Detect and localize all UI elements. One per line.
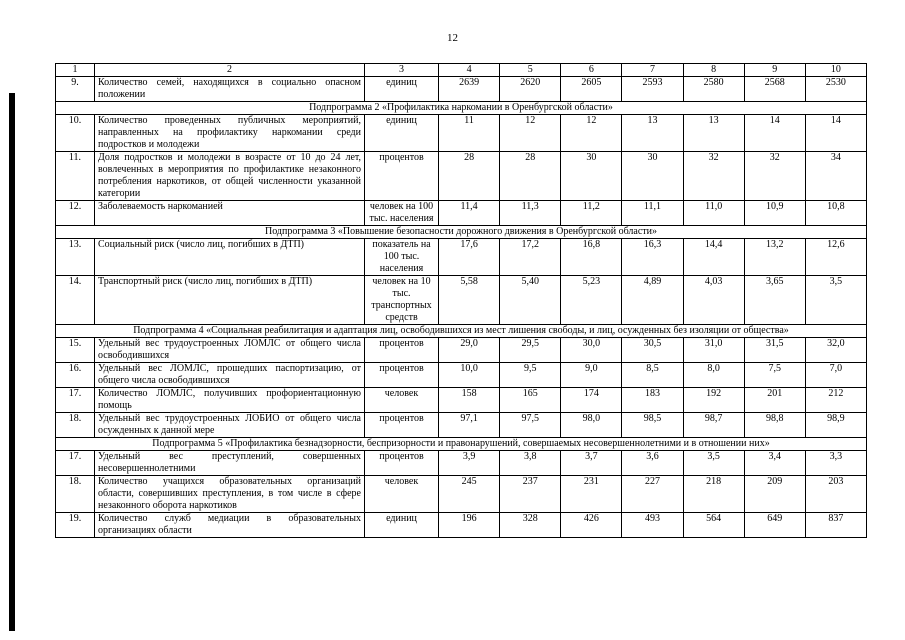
header-cell: 8 xyxy=(683,64,744,77)
value-cell: 3,65 xyxy=(744,276,805,325)
indicator-name: Транспортный риск (число лиц, погибших в ДТП) xyxy=(95,276,365,325)
value-cell: 2639 xyxy=(439,77,500,102)
unit-cell: процентов xyxy=(365,363,439,388)
header-cell: 7 xyxy=(622,64,683,77)
value-cell: 212 xyxy=(805,388,866,413)
header-cell: 6 xyxy=(561,64,622,77)
value-cell: 3,5 xyxy=(805,276,866,325)
indicator-name: Количество проведенных публичных мероприятий, направленных на профилактику наркомании среди подростков и молодежи xyxy=(95,115,365,152)
value-cell: 174 xyxy=(561,388,622,413)
header-cell: 1 xyxy=(56,64,95,77)
value-cell: 3,8 xyxy=(500,451,561,476)
table-row xyxy=(56,451,867,476)
table-row xyxy=(56,239,867,276)
value-cell: 3,6 xyxy=(622,451,683,476)
subprogram-title: Подпрограмма 4 «Социальная реабилитация и адаптация лиц, освободившихся из мест лишения свободы, и лиц, осужденных без изоляции от общества» xyxy=(56,325,867,338)
value-cell: 17,6 xyxy=(439,239,500,276)
value-cell: 9,0 xyxy=(561,363,622,388)
value-cell: 7,0 xyxy=(805,363,866,388)
subprogram-header-row xyxy=(56,102,867,115)
indicator-name: Социальный риск (число лиц, погибших в ДТП) xyxy=(95,239,365,276)
row-number: 19. xyxy=(56,513,95,538)
value-cell: 11 xyxy=(439,115,500,152)
value-cell: 98,0 xyxy=(561,413,622,438)
indicator-name: Удельный вес трудоустроенных ЛОМЛС от общего числа освободившихся xyxy=(95,338,365,363)
value-cell: 192 xyxy=(683,388,744,413)
value-cell: 2580 xyxy=(683,77,744,102)
value-cell: 328 xyxy=(500,513,561,538)
value-cell: 31,5 xyxy=(744,338,805,363)
value-cell: 11,2 xyxy=(561,201,622,226)
value-cell: 5,23 xyxy=(561,276,622,325)
row-number: 15. xyxy=(56,338,95,363)
value-cell: 10,9 xyxy=(744,201,805,226)
value-cell: 11,0 xyxy=(683,201,744,226)
value-cell: 183 xyxy=(622,388,683,413)
value-cell: 16,3 xyxy=(622,239,683,276)
value-cell: 196 xyxy=(439,513,500,538)
value-cell: 11,4 xyxy=(439,201,500,226)
value-cell: 32 xyxy=(744,152,805,201)
value-cell: 16,8 xyxy=(561,239,622,276)
value-cell: 10,0 xyxy=(439,363,500,388)
value-cell: 14 xyxy=(744,115,805,152)
row-number: 12. xyxy=(56,201,95,226)
value-cell: 237 xyxy=(500,476,561,513)
value-cell: 30 xyxy=(561,152,622,201)
row-number: 10. xyxy=(56,115,95,152)
indicator-name: Удельный вес ЛОМЛС, прошедших паспортизацию, от общего числа освободившихся xyxy=(95,363,365,388)
row-number: 14. xyxy=(56,276,95,325)
value-cell: 209 xyxy=(744,476,805,513)
header-cell: 4 xyxy=(439,64,500,77)
subprogram-header-row xyxy=(56,226,867,239)
table-header-row xyxy=(56,64,867,77)
header-cell: 10 xyxy=(805,64,866,77)
value-cell: 34 xyxy=(805,152,866,201)
value-cell: 28 xyxy=(500,152,561,201)
value-cell: 3,3 xyxy=(805,451,866,476)
value-cell: 3,9 xyxy=(439,451,500,476)
value-cell: 14 xyxy=(805,115,866,152)
value-cell: 837 xyxy=(805,513,866,538)
value-cell: 2605 xyxy=(561,77,622,102)
value-cell: 564 xyxy=(683,513,744,538)
value-cell: 32,0 xyxy=(805,338,866,363)
value-cell: 12 xyxy=(561,115,622,152)
page-number: 12 xyxy=(447,32,458,44)
value-cell: 245 xyxy=(439,476,500,513)
header-cell: 2 xyxy=(95,64,365,77)
subprogram-title: Подпрограмма 3 «Повышение безопасности дорожного движения в Оренбургской области» xyxy=(56,226,867,239)
row-number: 9. xyxy=(56,77,95,102)
row-number: 18. xyxy=(56,413,95,438)
indicators-table xyxy=(55,63,867,538)
value-cell: 2530 xyxy=(805,77,866,102)
value-cell: 98,9 xyxy=(805,413,866,438)
value-cell: 3,7 xyxy=(561,451,622,476)
value-cell: 30,5 xyxy=(622,338,683,363)
unit-cell: единиц xyxy=(365,77,439,102)
indicator-name: Заболеваемость наркоманией xyxy=(95,201,365,226)
unit-cell: показатель на 100 тыс. населения xyxy=(365,239,439,276)
indicator-name: Количество учащихся образовательных организаций области, совершивших преступления, в том числе в сфере незаконного оборота наркотиков xyxy=(95,476,365,513)
value-cell: 227 xyxy=(622,476,683,513)
indicator-name: Количество семей, находящихся в социально опасном положении xyxy=(95,77,365,102)
value-cell: 218 xyxy=(683,476,744,513)
value-cell: 29,0 xyxy=(439,338,500,363)
value-cell: 2593 xyxy=(622,77,683,102)
header-cell: 5 xyxy=(500,64,561,77)
value-cell: 4,03 xyxy=(683,276,744,325)
unit-cell: процентов xyxy=(365,413,439,438)
row-number: 17. xyxy=(56,388,95,413)
indicator-name: Удельный вес преступлений, совершенных несовершеннолетними xyxy=(95,451,365,476)
value-cell: 30 xyxy=(622,152,683,201)
value-cell: 12,6 xyxy=(805,239,866,276)
value-cell: 13 xyxy=(622,115,683,152)
value-cell: 3,4 xyxy=(744,451,805,476)
value-cell: 29,5 xyxy=(500,338,561,363)
value-cell: 28 xyxy=(439,152,500,201)
value-cell: 493 xyxy=(622,513,683,538)
unit-cell: человек на 10 тыс. транспортных средств xyxy=(365,276,439,325)
table-row xyxy=(56,77,867,102)
table-row xyxy=(56,338,867,363)
value-cell: 32 xyxy=(683,152,744,201)
value-cell: 426 xyxy=(561,513,622,538)
value-cell: 12 xyxy=(500,115,561,152)
value-cell: 203 xyxy=(805,476,866,513)
table-row xyxy=(56,115,867,152)
unit-cell: процентов xyxy=(365,451,439,476)
subprogram-title: Подпрограмма 2 «Профилактика наркомании в Оренбургской области» xyxy=(56,102,867,115)
indicator-name: Доля подростков и молодежи в возрасте от 10 до 24 лет, вовлеченных в мероприятия по профилактике незаконного потребления наркотиков, от общей численности указанной категории xyxy=(95,152,365,201)
value-cell: 14,4 xyxy=(683,239,744,276)
value-cell: 10,8 xyxy=(805,201,866,226)
value-cell: 98,8 xyxy=(744,413,805,438)
value-cell: 5,58 xyxy=(439,276,500,325)
value-cell: 231 xyxy=(561,476,622,513)
value-cell: 3,5 xyxy=(683,451,744,476)
unit-cell: единиц xyxy=(365,115,439,152)
value-cell: 8,5 xyxy=(622,363,683,388)
unit-cell: единиц xyxy=(365,513,439,538)
unit-cell: человек xyxy=(365,476,439,513)
value-cell: 13,2 xyxy=(744,239,805,276)
unit-cell: процентов xyxy=(365,338,439,363)
subprogram-header-row xyxy=(56,438,867,451)
indicator-name: Удельный вес трудоустроенных ЛОБИО от общего числа осужденных к данной мере xyxy=(95,413,365,438)
value-cell: 201 xyxy=(744,388,805,413)
indicator-name: Количество ЛОМЛС, получивших профориентационную помощь xyxy=(95,388,365,413)
table-row xyxy=(56,276,867,325)
header-cell: 3 xyxy=(365,64,439,77)
value-cell: 17,2 xyxy=(500,239,561,276)
value-cell: 2568 xyxy=(744,77,805,102)
table-row xyxy=(56,201,867,226)
table-row xyxy=(56,413,867,438)
value-cell: 30,0 xyxy=(561,338,622,363)
row-number: 18. xyxy=(56,476,95,513)
value-cell: 97,5 xyxy=(500,413,561,438)
table-row xyxy=(56,388,867,413)
table-row xyxy=(56,152,867,201)
value-cell: 5,40 xyxy=(500,276,561,325)
value-cell: 649 xyxy=(744,513,805,538)
value-cell: 98,5 xyxy=(622,413,683,438)
unit-cell: процентов xyxy=(365,152,439,201)
table-row xyxy=(56,476,867,513)
row-number: 16. xyxy=(56,363,95,388)
left-margin-bar xyxy=(9,93,15,631)
value-cell: 2620 xyxy=(500,77,561,102)
value-cell: 4,89 xyxy=(622,276,683,325)
indicator-name: Количество служб медиации в образовательных организациях области xyxy=(95,513,365,538)
unit-cell: человек на 100 тыс. населения xyxy=(365,201,439,226)
table-body xyxy=(56,77,867,538)
table-row xyxy=(56,513,867,538)
value-cell: 11,3 xyxy=(500,201,561,226)
unit-cell: человек xyxy=(365,388,439,413)
row-number: 17. xyxy=(56,451,95,476)
value-cell: 8,0 xyxy=(683,363,744,388)
value-cell: 7,5 xyxy=(744,363,805,388)
value-cell: 31,0 xyxy=(683,338,744,363)
value-cell: 11,1 xyxy=(622,201,683,226)
value-cell: 9,5 xyxy=(500,363,561,388)
row-number: 13. xyxy=(56,239,95,276)
table-row xyxy=(56,363,867,388)
subprogram-title: Подпрограмма 5 «Профилактика безнадзорности, беспризорности и правонарушений, совершаемых несовершеннолетними и в отношении них» xyxy=(56,438,867,451)
subprogram-header-row xyxy=(56,325,867,338)
value-cell: 158 xyxy=(439,388,500,413)
value-cell: 13 xyxy=(683,115,744,152)
value-cell: 98,7 xyxy=(683,413,744,438)
value-cell: 165 xyxy=(500,388,561,413)
row-number: 11. xyxy=(56,152,95,201)
value-cell: 97,1 xyxy=(439,413,500,438)
header-cell: 9 xyxy=(744,64,805,77)
